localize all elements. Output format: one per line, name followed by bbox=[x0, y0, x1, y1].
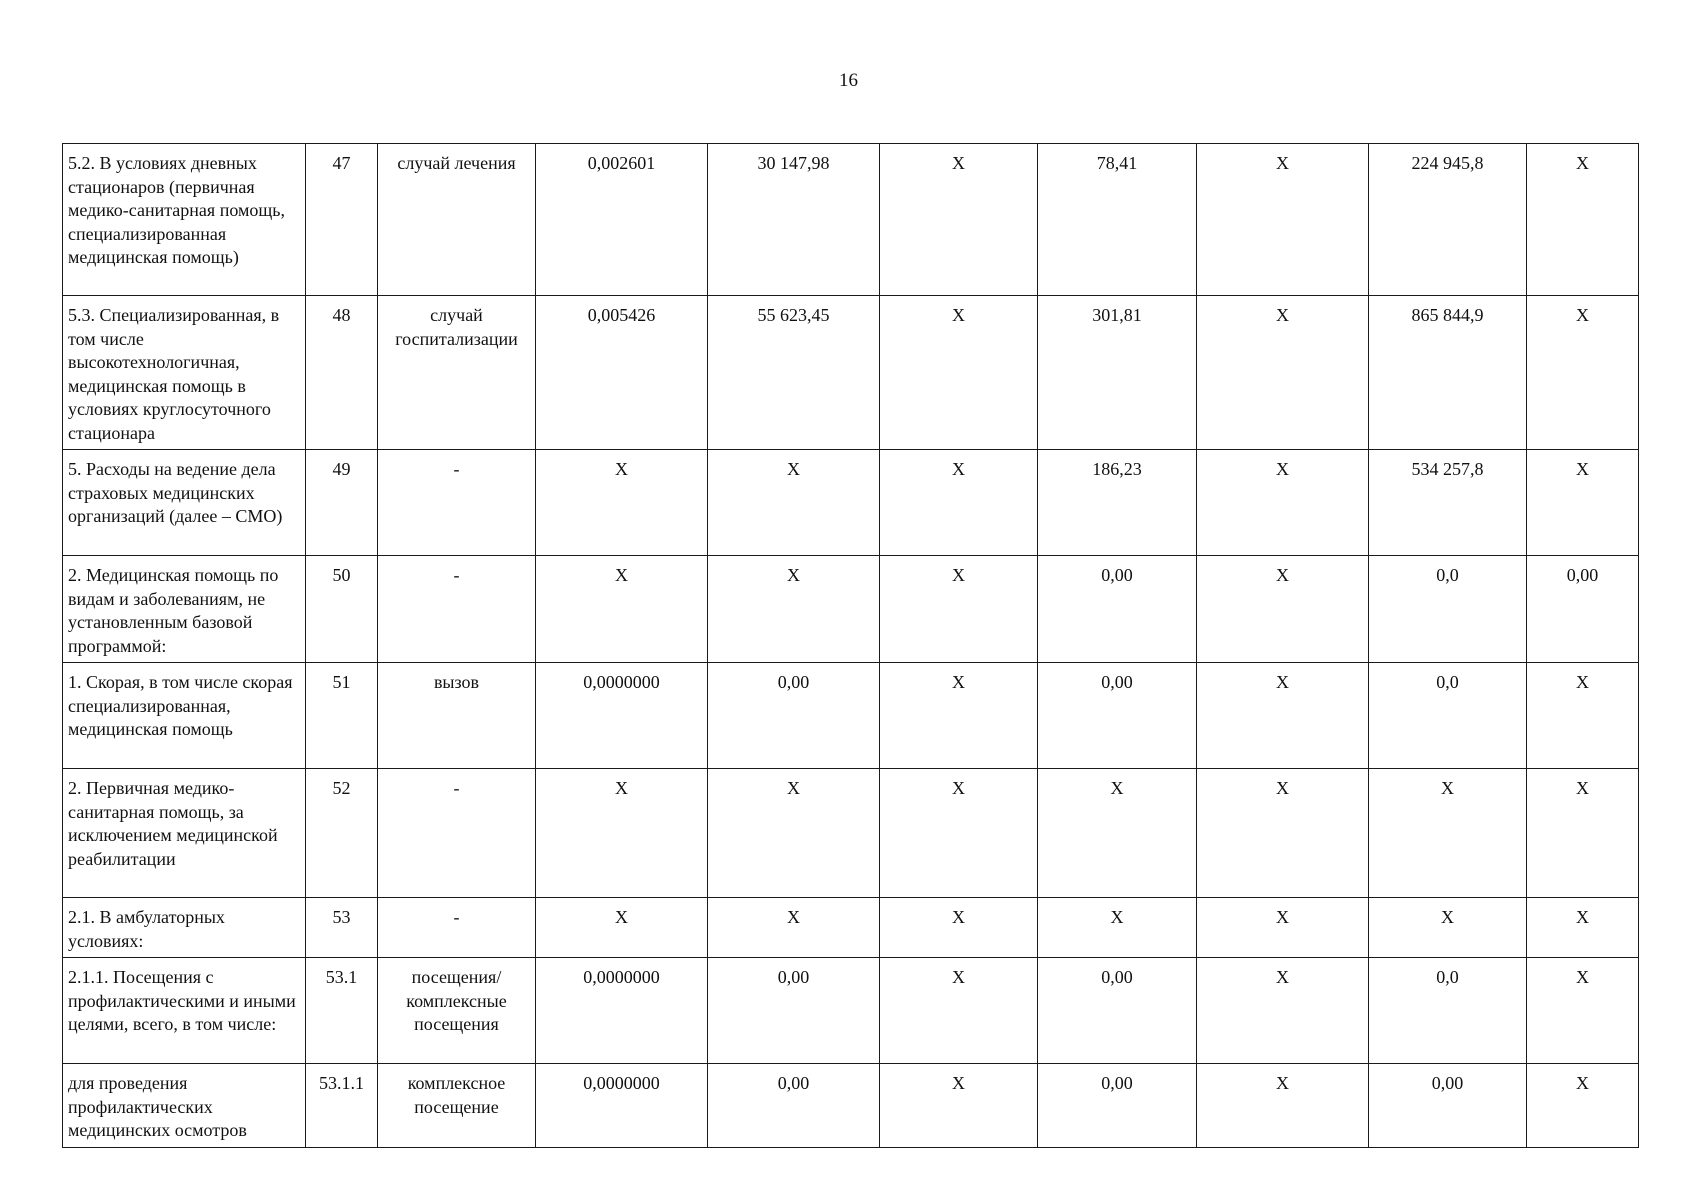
unit-cell: комплексное посещение bbox=[378, 1064, 536, 1148]
value-cell: 0,0 bbox=[1369, 556, 1527, 663]
value-cell: 0,00 bbox=[708, 958, 880, 1064]
unit-cell: - bbox=[378, 769, 536, 898]
row-number-cell: 52 bbox=[306, 769, 378, 898]
row-number-cell: 51 bbox=[306, 663, 378, 769]
row-number-cell: 53 bbox=[306, 898, 378, 958]
row-name-cell: 2. Первичная медико-санитарная помощь, за исключением медицинской реабилитации bbox=[63, 769, 306, 898]
value-cell: 0,00 bbox=[708, 663, 880, 769]
value-cell: 0,002601 bbox=[536, 144, 708, 296]
value-cell: 0,00 bbox=[1038, 958, 1197, 1064]
value-cell: 0,00 bbox=[1038, 556, 1197, 663]
table-row bbox=[63, 769, 1639, 898]
value-cell: 534 257,8 bbox=[1369, 450, 1527, 556]
row-number-cell: 53.1 bbox=[306, 958, 378, 1064]
value-cell: X bbox=[1527, 296, 1639, 450]
row-name-cell: 5.2. В условиях дневных стационаров (первичная медико-санитарная помощь, специализированная медицинская помощь) bbox=[63, 144, 306, 296]
table-row bbox=[63, 958, 1639, 1064]
value-cell: X bbox=[708, 898, 880, 958]
value-cell: X bbox=[708, 450, 880, 556]
value-cell: X bbox=[1527, 663, 1639, 769]
unit-cell: случай лечения bbox=[378, 144, 536, 296]
value-cell: X bbox=[1527, 898, 1639, 958]
value-cell: X bbox=[1197, 556, 1369, 663]
value-cell: X bbox=[1369, 769, 1527, 898]
table-row bbox=[63, 556, 1639, 663]
value-cell: X bbox=[1197, 450, 1369, 556]
unit-cell: вызов bbox=[378, 663, 536, 769]
value-cell: X bbox=[1527, 144, 1639, 296]
value-cell: X bbox=[1197, 898, 1369, 958]
value-cell: 0,0 bbox=[1369, 663, 1527, 769]
row-name-cell: 2. Медицинская помощь по видам и заболеваниям, не установленным базовой программой: bbox=[63, 556, 306, 663]
row-name-cell: 2.1. В амбулаторных условиях: bbox=[63, 898, 306, 958]
value-cell: X bbox=[1038, 769, 1197, 898]
value-cell: X bbox=[880, 450, 1038, 556]
value-cell: 0,00 bbox=[1038, 1064, 1197, 1148]
value-cell: X bbox=[536, 769, 708, 898]
value-cell: 0,00 bbox=[708, 1064, 880, 1148]
value-cell: X bbox=[1527, 450, 1639, 556]
value-cell: X bbox=[1197, 769, 1369, 898]
data-table bbox=[62, 143, 1639, 1148]
value-cell: 0,0 bbox=[1369, 958, 1527, 1064]
value-cell: X bbox=[1197, 663, 1369, 769]
row-number-cell: 50 bbox=[306, 556, 378, 663]
value-cell: X bbox=[708, 769, 880, 898]
value-cell: 30 147,98 bbox=[708, 144, 880, 296]
table-row bbox=[63, 296, 1639, 450]
value-cell: 0,00 bbox=[1038, 663, 1197, 769]
value-cell: 224 945,8 bbox=[1369, 144, 1527, 296]
value-cell: 0,0000000 bbox=[536, 958, 708, 1064]
value-cell: X bbox=[1197, 296, 1369, 450]
value-cell: 55 623,45 bbox=[708, 296, 880, 450]
row-name-cell: для проведения профилактических медицинских осмотров bbox=[63, 1064, 306, 1148]
value-cell: 0,005426 bbox=[536, 296, 708, 450]
value-cell: X bbox=[880, 769, 1038, 898]
table-row bbox=[63, 1064, 1639, 1148]
value-cell: 0,00 bbox=[1369, 1064, 1527, 1148]
value-cell: X bbox=[880, 898, 1038, 958]
value-cell: X bbox=[1197, 958, 1369, 1064]
row-name-cell: 2.1.1. Посещения с профилактическими и иными целями, всего, в том числе: bbox=[63, 958, 306, 1064]
value-cell: X bbox=[536, 450, 708, 556]
value-cell: 0,0000000 bbox=[536, 663, 708, 769]
unit-cell: посещения/ комплексные посещения bbox=[378, 958, 536, 1064]
value-cell: X bbox=[1369, 898, 1527, 958]
value-cell: 0,0000000 bbox=[536, 1064, 708, 1148]
row-number-cell: 47 bbox=[306, 144, 378, 296]
page-number: 16 bbox=[839, 70, 858, 91]
row-name-cell: 5. Расходы на ведение дела страховых медицинских организаций (далее – СМО) bbox=[63, 450, 306, 556]
value-cell: X bbox=[880, 556, 1038, 663]
value-cell: 186,23 bbox=[1038, 450, 1197, 556]
table-row bbox=[63, 144, 1639, 296]
unit-cell: - bbox=[378, 450, 536, 556]
value-cell: X bbox=[880, 958, 1038, 1064]
unit-cell: - bbox=[378, 556, 536, 663]
row-name-cell: 5.3. Специализированная, в том числе высокотехнологичная, медицинская помощь в условиях круглосуточного стационара bbox=[63, 296, 306, 450]
value-cell: 865 844,9 bbox=[1369, 296, 1527, 450]
value-cell: X bbox=[536, 556, 708, 663]
row-number-cell: 53.1.1 bbox=[306, 1064, 378, 1148]
value-cell: 78,41 bbox=[1038, 144, 1197, 296]
value-cell: X bbox=[880, 1064, 1038, 1148]
value-cell: X bbox=[536, 898, 708, 958]
value-cell: 0,00 bbox=[1527, 556, 1639, 663]
value-cell: X bbox=[880, 296, 1038, 450]
value-cell: X bbox=[708, 556, 880, 663]
unit-cell: случай госпитализации bbox=[378, 296, 536, 450]
table-row bbox=[63, 898, 1639, 958]
value-cell: X bbox=[1197, 144, 1369, 296]
value-cell: X bbox=[880, 663, 1038, 769]
value-cell: X bbox=[880, 144, 1038, 296]
value-cell: X bbox=[1038, 898, 1197, 958]
unit-cell: - bbox=[378, 898, 536, 958]
row-number-cell: 48 bbox=[306, 296, 378, 450]
value-cell: X bbox=[1527, 958, 1639, 1064]
table-row bbox=[63, 663, 1639, 769]
row-name-cell: 1. Скорая, в том числе скорая специализированная, медицинская помощь bbox=[63, 663, 306, 769]
value-cell: X bbox=[1197, 1064, 1369, 1148]
value-cell: 301,81 bbox=[1038, 296, 1197, 450]
value-cell: X bbox=[1527, 769, 1639, 898]
table-row bbox=[63, 450, 1639, 556]
value-cell: X bbox=[1527, 1064, 1639, 1148]
row-number-cell: 49 bbox=[306, 450, 378, 556]
